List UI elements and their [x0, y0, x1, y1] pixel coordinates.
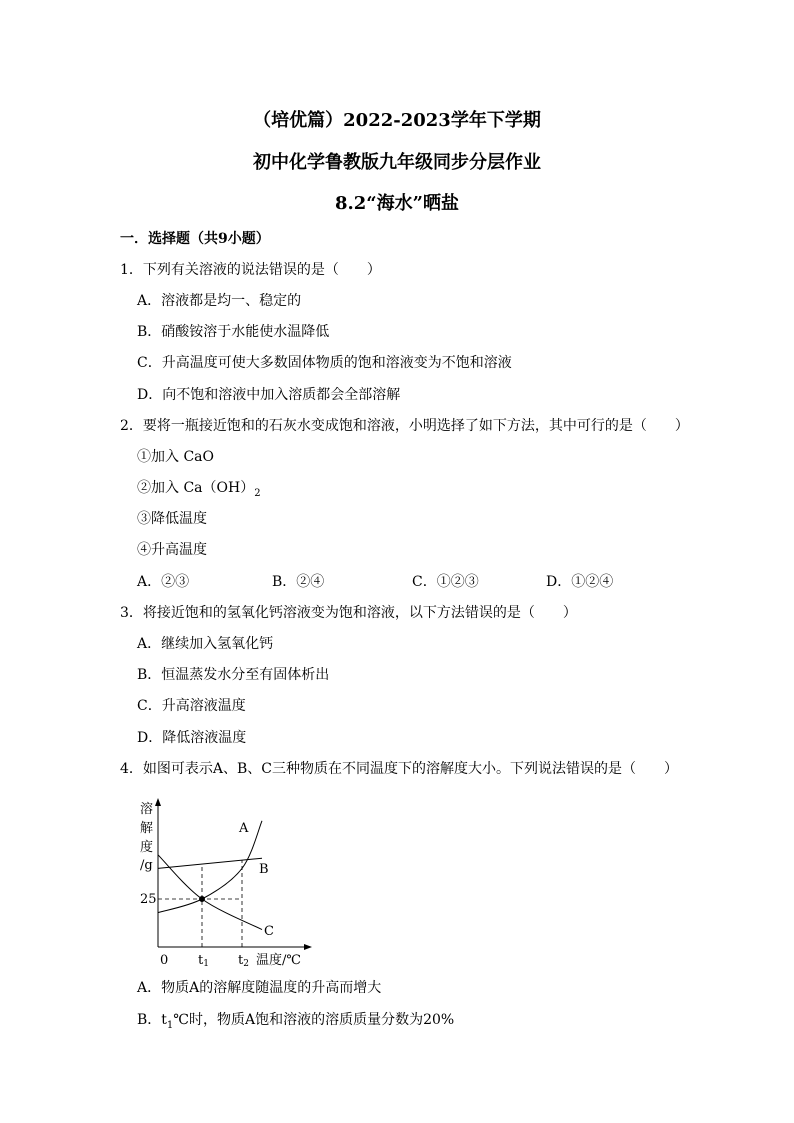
- doc-title-line-3: 8.2“海水”晒盐: [334, 193, 460, 214]
- question-3-option-b: B．恒温蒸发水分至有固体析出: [137, 667, 330, 683]
- section-heading: 一．选择题（共9小题）: [120, 231, 270, 247]
- question-2-option-c: C．①②③: [412, 574, 479, 590]
- question-4-option-a: A．物质A的溶解度随温度的升高而增大: [137, 980, 382, 996]
- question-1-option-d: D．向不饱和溶液中加入溶质都会全部溶解: [137, 387, 401, 403]
- question-4-option-b-subscript: 1: [166, 1019, 174, 1031]
- question-2-method-1: ①加入 CaO: [137, 449, 214, 465]
- question-2-stem: 2．要将一瓶接近饱和的石灰水变成饱和溶液，小明选择了如下方法，其中可行的是（ ）: [120, 418, 689, 434]
- x-tick-label-t2: t2: [238, 953, 249, 969]
- question-1-option-a: A．溶液都是均一、稳定的: [137, 293, 302, 309]
- curve-label-a: A: [239, 821, 249, 836]
- question-3-option-a: A．继续加入氢氧化钙: [137, 636, 274, 652]
- y-axis-label-char-1: 溶: [140, 802, 154, 817]
- question-2-option-b: B．②④: [272, 574, 325, 590]
- doc-title-line-2: 初中化学鲁教版九年级同步分层作业: [253, 152, 541, 173]
- curve-label-b: B: [259, 862, 269, 877]
- question-2-option-d: D．①②④: [546, 574, 614, 590]
- y-axis-label-char-4: /g: [140, 858, 153, 873]
- question-2-method-4: ④升高温度: [137, 542, 207, 558]
- question-2-options-row: [0, 571, 794, 591]
- question-2-method-3: ③降低温度: [137, 511, 207, 527]
- y-axis-label-char-3: 度: [140, 840, 154, 855]
- question-2-option-a: A．②③: [137, 574, 190, 590]
- question-2-method-2-text: ②加入 Ca（OH）: [137, 480, 255, 496]
- y-tick-label-25: 25: [140, 892, 157, 907]
- question-1-option-c: C．升高温度可使大多数固体物质的饱和溶液变为不饱和溶液: [137, 355, 512, 371]
- solubility-curve-b: [158, 858, 262, 868]
- x-tick-label-t1: t1: [198, 953, 209, 969]
- question-3-option-d: D．降低溶液温度: [137, 730, 247, 746]
- x-axis-arrow: [304, 944, 312, 950]
- intersection-point: [200, 897, 205, 902]
- question-4-option-b-text: ℃时，物质A饱和溶液的溶质质量分数为20%: [173, 1012, 455, 1028]
- question-2-method-2-subscript: 2: [254, 487, 261, 499]
- question-3-option-c: C．升高溶液温度: [137, 698, 246, 714]
- question-4-stem: 4．如图可表示A、B、C三种物质在不同温度下的溶解度大小。下列说法错误的是（ ）: [120, 761, 679, 777]
- solubility-chart: [138, 792, 338, 972]
- question-4-option-b-prefix: B．t: [137, 1012, 167, 1028]
- origin-label: 0: [160, 953, 169, 968]
- y-axis-arrow: [155, 798, 161, 806]
- doc-title-line-1: （培优篇）2022-2023学年下学期: [253, 110, 541, 131]
- question-1-option-b: B．硝酸铵溶于水能使水温降低: [137, 324, 330, 340]
- solubility-curve-c: [158, 855, 262, 930]
- curve-label-c: C: [264, 924, 274, 939]
- question-3-stem: 3．将接近饱和的氢氧化钙溶液变为饱和溶液，以下方法错误的是（ ）: [120, 605, 577, 621]
- y-axis-label-char-2: 解: [140, 821, 154, 836]
- x-axis-label: 温度/℃: [256, 953, 301, 968]
- question-4-option-b: [137, 1009, 454, 1031]
- question-2-method-2: [137, 477, 261, 499]
- question-1-stem: 1．下列有关溶液的说法错误的是（ ）: [120, 262, 381, 278]
